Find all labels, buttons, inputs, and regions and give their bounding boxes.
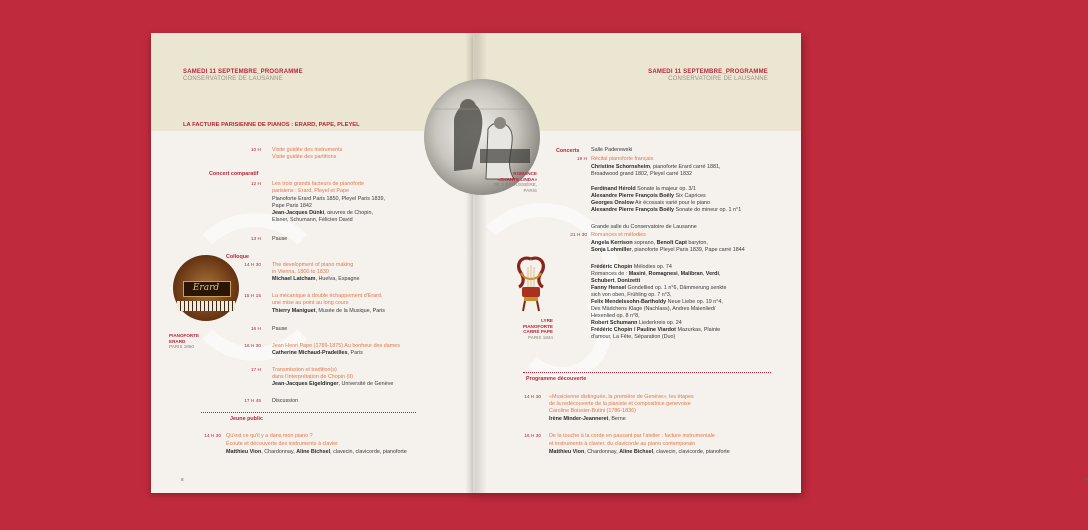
time-label: 16 H 30 (524, 434, 541, 439)
performer-line (272, 350, 363, 357)
jeune-public-label: Jeune public (230, 416, 263, 422)
composer-name: Alexandre Pierre François Boëly (591, 193, 674, 199)
time-label: 13 H (250, 237, 261, 242)
concert-comparatif-label: Concert comparatif (209, 171, 259, 177)
performer-name: Matthieu Vion (226, 449, 262, 455)
performer-detail: baryton, (686, 240, 708, 246)
composer-name: Masini (628, 271, 646, 277)
composer-name: Donizetti (617, 278, 641, 284)
romance-caption (473, 171, 537, 193)
divider (523, 372, 771, 373)
performer-name: Aline Bichsel (296, 449, 331, 455)
performer-line (591, 247, 745, 254)
time-label: 17 H 45 (244, 399, 261, 404)
composer-name: Robert Schumann (591, 320, 638, 326)
caption-line: PARIS 1844 (528, 334, 553, 340)
performer-detail: , œuvres de Chopin, (324, 210, 373, 216)
performer-detail: , Musée de la Musique, Paris (315, 308, 385, 314)
event-title: Jean Henri Pape (1789-1875) Au bonheur des dames (272, 343, 400, 349)
performer-line (272, 308, 385, 315)
erard-caption (169, 333, 199, 350)
lyre-caption (503, 318, 553, 340)
composer-name: Alexandre Pierre François Boëly (591, 207, 674, 213)
caption-line: DE S.BROUSSIÈRE, (493, 182, 537, 188)
time-label: 17 H (250, 368, 261, 373)
performer-name: Christine Schornsheim (591, 164, 651, 170)
caption-line: LYRE (541, 318, 553, 323)
event-title: Qu'est ce qu'il y a dans mon piano ? (226, 433, 313, 439)
time-label: 21 H 30 (570, 233, 587, 238)
composer-name: Felix Mendelssohn-Bartholdy (591, 299, 667, 305)
section-title: LA FACTURE PARISIENNE DE PIANOS : ERARD, PAPE, PLEYEL (183, 122, 360, 128)
performer-name: Matthieu Vion (549, 449, 585, 455)
performer-name: Thierry Maniguet (272, 308, 316, 314)
event-title: La mécanique à double échappement d'Erard, (272, 293, 383, 299)
caption-line: «CHANTE LINDA» (497, 176, 537, 182)
performer-name: Aline Bichsel (619, 449, 654, 455)
performer-name: Angela Kerrison (591, 240, 633, 246)
venue-label: Grande salle du Conservatoire de Lausanne (591, 224, 697, 230)
work-title: Sonate la majeur op. 3/1 (635, 186, 696, 192)
time-label: 16 H (250, 327, 261, 332)
pause-label: Pause (272, 236, 288, 242)
erard-piano-image (173, 255, 239, 321)
event-detail: Pianoforte Erard Paris 1850, Pleyel Paris 1839, (272, 196, 385, 202)
event-title: Écoute et découverte des instruments à clavier (226, 441, 339, 447)
page-number: 8 (181, 477, 184, 482)
concerts-label: Concerts (556, 148, 580, 154)
performer-name: Jean-Jacques Dünki (272, 210, 325, 216)
repertoire-line: d'amour, La Fête, Séparation (Duo) (591, 334, 676, 340)
right-header-title: SAMEDI 11 SEPTEMBRE_PROGRAMME (648, 69, 768, 75)
caption-line: CARRÉ PAPE (523, 329, 553, 335)
performer-detail: , pianoforte Erard carré 1881, (650, 164, 721, 170)
performer-name: Catherine Michaud-Pradeilles (272, 350, 348, 356)
performer-detail: , Paris (347, 350, 363, 356)
time-label: 14 H 30 (204, 434, 221, 439)
repertoire-line: Schubert, Donizetti (591, 278, 641, 284)
time-label: 15 H 15 (244, 294, 261, 299)
event-title: «Musicienne distinguée, la première de Genève», les étapes (549, 394, 694, 400)
event-detail: Broadwood grand 1802, Pleyel carré 1832 (591, 171, 692, 177)
performer-line (549, 449, 730, 456)
event-title: Caroline Boissier-Butini (1786-1836) (549, 408, 636, 414)
brochure-spread (151, 33, 1088, 493)
performer-detail: , clavecin, clavicorde, pianoforte (330, 449, 407, 455)
left-header-subtitle: CONSERVATOIRE DE LAUSANNE (183, 76, 283, 82)
event-title: Transmission et tradition(s) (272, 367, 337, 373)
performer-detail: , clavecin, clavicorde, pianoforte (653, 449, 730, 455)
caption-line: ERARD (169, 338, 186, 344)
composer-name: Frédéric Chopin (591, 264, 633, 270)
time-label: 14 H 30 (524, 395, 541, 400)
event-title: Récital pianoforte français (591, 156, 654, 162)
performer-detail: , pianoforte Pleyel Paris 1839, Pape carré 1844 (631, 247, 745, 253)
work-title: Air écossais varié pour le piano (633, 200, 710, 206)
composer-name: Ferdinand Hérold (591, 186, 636, 192)
event-title: et instruments à clavier, du clavicorde au piano contemporain (549, 441, 696, 447)
performer-name: Sonja Lohmiller (591, 247, 632, 253)
repertoire-line: Des Mädchens Klage (Nachlass), Andres Maienlied/ (591, 306, 716, 312)
composer-name: Schubert (591, 278, 615, 284)
event-title: parisiens : Erard, Pleyel et Pape (272, 188, 350, 194)
caption-line: PARIS 1850 (169, 344, 194, 350)
left-header-title: SAMEDI 11 SEPTEMBRE_PROGRAMME (183, 69, 303, 75)
performer-line (549, 416, 626, 423)
performer-name: Michael Latcham (272, 276, 316, 282)
work-title: Sonate do mineur op. 1 n°1 (674, 207, 742, 213)
performer-line (272, 276, 360, 283)
performer-line (272, 381, 393, 388)
venue-label: Salle Paderewski (591, 147, 633, 153)
performer-detail: soprano, (632, 240, 657, 246)
time-label: 19 H (576, 157, 587, 162)
caption-line: PIANOFORTE (522, 323, 553, 329)
colloque-label: Colloque (226, 254, 250, 260)
performer-detail: , Chardonnay, (261, 449, 297, 455)
composer-name: Romagnesi (648, 271, 678, 277)
work-title: Mazurkas, Plainte (675, 327, 721, 333)
work-title: Gondellied op. 1 n°6, Dämmerung senkte (626, 285, 727, 291)
right-header (648, 69, 768, 83)
repertoire-line (591, 207, 741, 214)
pause-label: Pause (272, 326, 288, 332)
time-label: 10 H (250, 148, 261, 153)
divider (201, 412, 416, 413)
discussion-label: Discussion (272, 398, 299, 404)
right-header-subtitle: CONSERVATOIRE DE LAUSANNE (668, 76, 768, 82)
work-title: Liederkreis op. 24 (637, 320, 682, 326)
caption-line: PIANOFORTE (169, 333, 200, 338)
time-label: 14 H 30 (244, 263, 261, 268)
event-title: une mise au point au long cours (272, 300, 349, 306)
event-title: The development of piano making (272, 262, 354, 268)
decouverte-label: Programme découverte (526, 376, 587, 382)
event-title: Visite guidée des partitions (272, 154, 337, 160)
repertoire-line: Hexenlied op. 8 n°8, (591, 313, 640, 319)
event-title: de la redécouverte de la pianiste et compositrice genevoise (549, 401, 691, 407)
composer-name: Georges Onslow (591, 200, 634, 206)
performer-name: Jean-Jacques Eigeldinger (272, 381, 339, 387)
event-detail: Pape Paris 1842 (272, 203, 312, 209)
time-label: 12 H (250, 182, 261, 187)
work-title: Mélodies op. 74 (632, 264, 672, 270)
repertoire-line: Romances de : Masini, Romagnesi, Malibran, Verdi, (591, 271, 721, 277)
repertoire-line: sich von oben, Frühling op. 7 n°3, (591, 292, 672, 298)
left-header (183, 69, 303, 83)
performer-name: Benoît Capt (656, 240, 687, 246)
keyboard-icon (177, 301, 235, 311)
caption-line: ROMANCE (513, 171, 537, 176)
work-title: Romances de : (591, 271, 629, 277)
performer-name: Irène Minder-Jeanneret (549, 416, 609, 422)
lyre-pianoforte-image (513, 253, 549, 313)
page-number: 9 (1085, 477, 1088, 482)
composer-name: Frédéric Chopin / Pauline Viardot (591, 327, 676, 333)
event-title: in Vienna, 1800 to 1830 (272, 269, 329, 275)
composer-name: Malibran (680, 271, 703, 277)
composer-name: Fanny Hensel (591, 285, 627, 291)
performer-detail: , Chardonnay, (584, 449, 620, 455)
event-title: Visite guidée des instruments (272, 147, 343, 153)
composer-name: Verdi (705, 271, 719, 277)
work-title: Neue Liebe op. 19 n°4, (666, 299, 723, 305)
time-label: 16 H 30 (244, 344, 261, 349)
performer-detail: , Berne (608, 416, 626, 422)
performer-detail: , Université de Genève (338, 381, 394, 387)
event-title: Les trois grands facteurs de pianoforte (272, 181, 364, 187)
event-title: Romances et mélodies (591, 232, 646, 238)
performer-line (226, 449, 407, 456)
event-title: dans l'interprétation de Chopin (II) (272, 374, 354, 380)
erard-logo-text: Erard (192, 283, 220, 293)
caption-line: PARIS (523, 187, 537, 193)
performer-detail: , Huelva, Espagne (315, 276, 360, 282)
event-title: De la touche à la corde en passant par l'atelier : facture instrumentale (549, 433, 715, 439)
work-title: Six Caprices (674, 193, 706, 199)
event-detail: Elsner, Schumann, Félicien David (272, 217, 353, 223)
